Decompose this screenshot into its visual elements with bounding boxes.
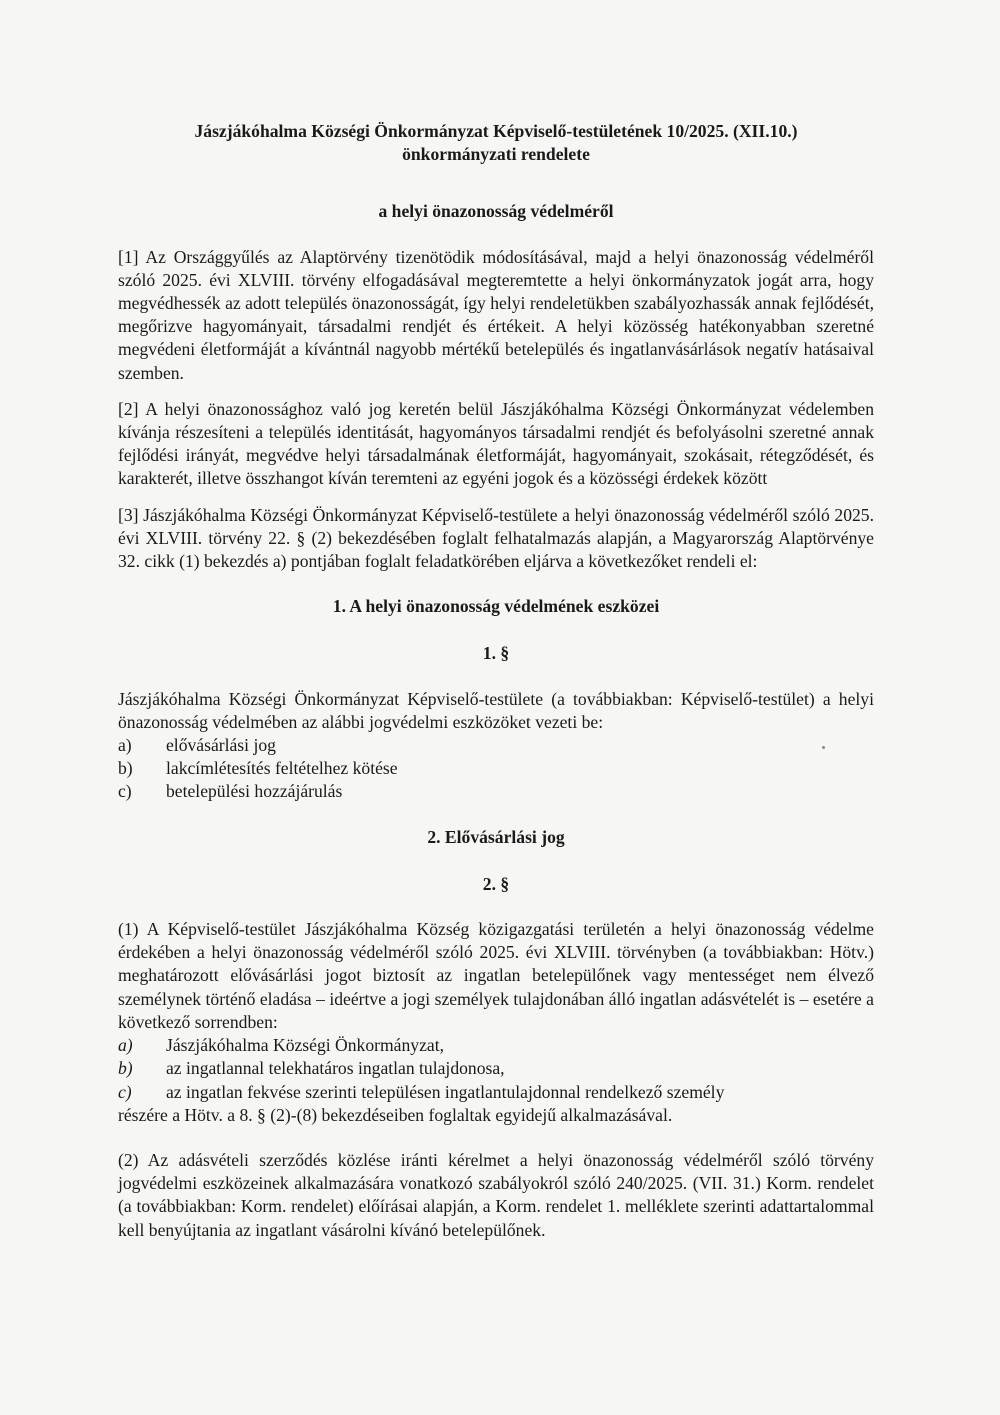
- list-item: [118, 1034, 874, 1057]
- document-title: [118, 120, 874, 166]
- list-item-label: a): [118, 735, 132, 756]
- section-2-paragraph-1: (1) A Képviselő-testület Jászjákóhalma Község közigazgatási területén a helyi önazonosság védelme érdekében a helyi önazonosság védelméről szóló 2025. évi XLVIII. törvényben (a továbbiakban: Hötv.) meghatározott elővásárlási jogot biztosít az ingatlan betelepülőnek vagy mentességet nem élvező személynek történő eladása – ideértve a jogi személyek tulajdonában álló ingatlan adásvételét is – esetére a következő sorrendben:: [118, 919, 874, 1032]
- scan-speck: [822, 746, 825, 749]
- section-2-paragraph-2: (2) Az adásvételi szerződés közlése iránti kérelmet a helyi önazonosság védelméről szóló törvény jogvédelmi eszközeinek alkalmazására vonatkozó szabályokról szóló 240/2025. (VII. 31.) Korm. rendelet (a továbbiakban: Korm. rendelet) előírásai alapján, a Korm. rendelet 1. melléklete szerinti adattartalommal kell benyújtania az ingatlant vásárolni kívánó betelepülőnek.: [118, 1149, 874, 1240]
- section-2-list: [118, 1034, 874, 1104]
- section-1-list: [118, 734, 874, 804]
- preamble-paragraph-1: [1] Az Országgyűlés az Alaptörvény tizenötödik módosításával, majd a helyi önazonosság védelméről szóló 2025. évi XLVIII. törvény elfogadásával megteremtette a helyi önkormányzatok jogát arra, hogy megvédhessék az adott település önazonosságát, így helyi rendeletükben szabályozhassák annak fejlődését, megőrizve hagyományait, társadalmi rendjét és értékeit. A helyi közösség hatékonyabban szeretné megvédeni életformáját a kívántnál nagyobb mértékű betelepülés és ingatlanvásárlások negatív hatásaival szemben.: [118, 246, 874, 383]
- document-body: [118, 120, 874, 1242]
- list-item-label: c): [118, 781, 132, 802]
- list-item-label: b): [118, 758, 133, 779]
- title-line-2: önkormányzati rendelete: [402, 144, 590, 165]
- section-2-after-list: részére a Hötv. a 8. § (2)-(8) bekezdéseiben foglaltak egyidejű alkalmazásával.: [118, 1104, 673, 1125]
- list-item: [118, 1081, 874, 1104]
- section-1-sign: 1. §: [482, 643, 510, 664]
- section-2-sign: 2. §: [482, 873, 510, 894]
- title-line-1: Jászjákóhalma Községi Önkormányzat Képviselő-testületének 10/2025. (XII.10.): [194, 121, 798, 141]
- list-item: [118, 780, 874, 803]
- section-1-heading: 1. A helyi önazonosság védelmének eszközei: [332, 596, 660, 617]
- list-item-text: lakcímlétesítés feltételhez kötése: [166, 758, 398, 779]
- list-item-text: betelepülési hozzájárulás: [166, 781, 343, 802]
- list-item: [118, 1057, 874, 1080]
- list-item-text: az ingatlan fekvése szerinti településen ingatlantulajdonnal rendelkező személy: [166, 1081, 725, 1102]
- list-item: [118, 757, 874, 780]
- list-item-label: c): [118, 1081, 132, 1102]
- list-item-label: a): [118, 1035, 133, 1056]
- list-item-text: az ingatlannal telekhatáros ingatlan tulajdonosa,: [166, 1058, 505, 1079]
- list-item-text: Jászjákóhalma Községi Önkormányzat,: [166, 1035, 444, 1056]
- preamble-paragraph-3: [3] Jászjákóhalma Községi Önkormányzat Képviselő-testülete a helyi önazonosság védelméről szóló 2025. évi XLVIII. törvény 22. § (2) bekezdésében foglalt felhatalmazás alapján, a Magyarország Alaptörvénye 32. cikk (1) bekezdés a) pontjában foglalt feladatkörében eljárva a következőket rendeli el:: [118, 504, 874, 572]
- list-item-text: elővásárlási jog: [166, 735, 276, 756]
- preamble-paragraph-2: [2] A helyi önazonossághoz való jog keretén belül Jászjákóhalma Községi Önkormányzat védelemben kívánja részesíteni a település identitását, hagyományos társadalmi rendjét és befolyásolni szeretné annak fejlődési irányát, megvédve helyi társadalmának életformáját, hagyományait, szokásait, rétegződését, és karakterét, illetve összhangot kíván teremteni az egyéni jogok és a közösségi érdekek között: [118, 398, 874, 489]
- list-item-label: b): [118, 1058, 133, 1079]
- list-item: [118, 734, 874, 757]
- section-1-intro: Jászjákóhalma Községi Önkormányzat Képviselő-testülete (a továbbiakban: Képviselő-testület) a helyi önazonosság védelmében az alábbi jogvédelmi eszközöket vezeti be:: [118, 688, 874, 732]
- section-2-heading: 2. Elővásárlási jog: [427, 826, 565, 847]
- document-subtitle: a helyi önazonosság védelméről: [378, 201, 614, 222]
